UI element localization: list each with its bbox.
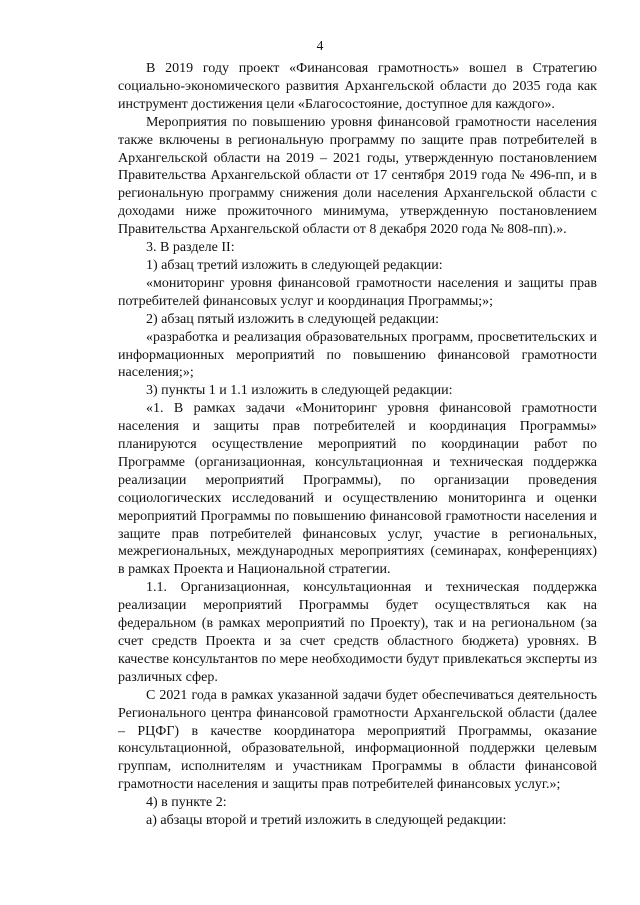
paragraph: 2) абзац пятый изложить в следующей редакции: bbox=[146, 311, 439, 327]
paragraph: а) абзацы второй и третий изложить в следующей редакции: bbox=[146, 813, 507, 829]
page-number: 4 bbox=[316, 38, 324, 53]
paragraph: В 2019 году проект «Финансовая грамотность» вошел в Стратегию социально-экономического развития Архангельской области до 2035 года как инструмент достижения цели «Благосостояние, доступное для каждого». bbox=[118, 61, 597, 112]
paragraph: «мониторинг уровня финансовой грамотности населения и защиты прав потребителей финансовых услуг и координация Программы;»; bbox=[118, 275, 597, 309]
paragraph: 1.1. Организационная, консультационная и техническая поддержка реализации мероприятий Программы будет осуществляться как на федеральном (в рамках мероприятий по Проекту), так и на региональном (за счет средств Проекта и за счет средств областного бюджета) уровнях. В качестве консультантов по мере необходимости будут привлекаться эксперты из различных сфер. bbox=[118, 580, 597, 685]
document-body bbox=[118, 60, 597, 830]
paragraph: 3) пункты 1 и 1.1 изложить в следующей редакции: bbox=[146, 383, 453, 399]
paragraph: 3. В разделе II: bbox=[146, 240, 235, 256]
paragraph: С 2021 года в рамках указанной задачи будет обеспечиваться деятельность Регионального центра финансовой грамотности Архангельской области (далее – РЦФГ) в качестве координатора мероприятий Программы, оказание консультационной, образовательной, информационной поддержки целевым группам, исполнителям и участникам Программы в области финансовой грамотности населения и защиты прав потребителей финансовых услуг.»; bbox=[118, 687, 597, 793]
paragraph: 4) в пункте 2: bbox=[146, 795, 227, 811]
paragraph: 1) абзац третий изложить в следующей редакции: bbox=[146, 257, 443, 273]
paragraph: Мероприятия по повышению уровня финансовой грамотности населения также включены в региональную программу по защите прав потребителей в Архангельской области на 2019 – 2021 годы, утвержденную постановлением Правительства Архангельской области от 17 сентября 2019 года № 496-пп, и в региональную программу снижения доли населения Архангельской области с доходами ниже прожиточного минимума, утвержденную постановлением Правительства Архангельской области от 8 декабря 2020 года № 808-пп).». bbox=[118, 114, 597, 238]
paragraph: «разработка и реализация образовательных программ, просветительских и информационных мероприятий по повышению финансовой грамотности населения;»; bbox=[118, 329, 597, 381]
paragraph: «1. В рамках задачи «Мониторинг уровня финансовой грамотности населения и защиты прав потребителей и координация Программы» планируются осуществление мероприятий по координации работ по Программе (организационная, консультационная и техническая поддержка реализации мероприятий Программы), по организации проведения социологических исследований и осуществлению мониторинга и оценки мероприятий Программы по повышению финансовой грамотности населения и защите прав потребителей финансовых услуг, участие в региональных, межрегиональных, международных мероприятиях (семинарах, конференциях) в рамках Проекта и Национальной стратегии. bbox=[118, 401, 597, 578]
